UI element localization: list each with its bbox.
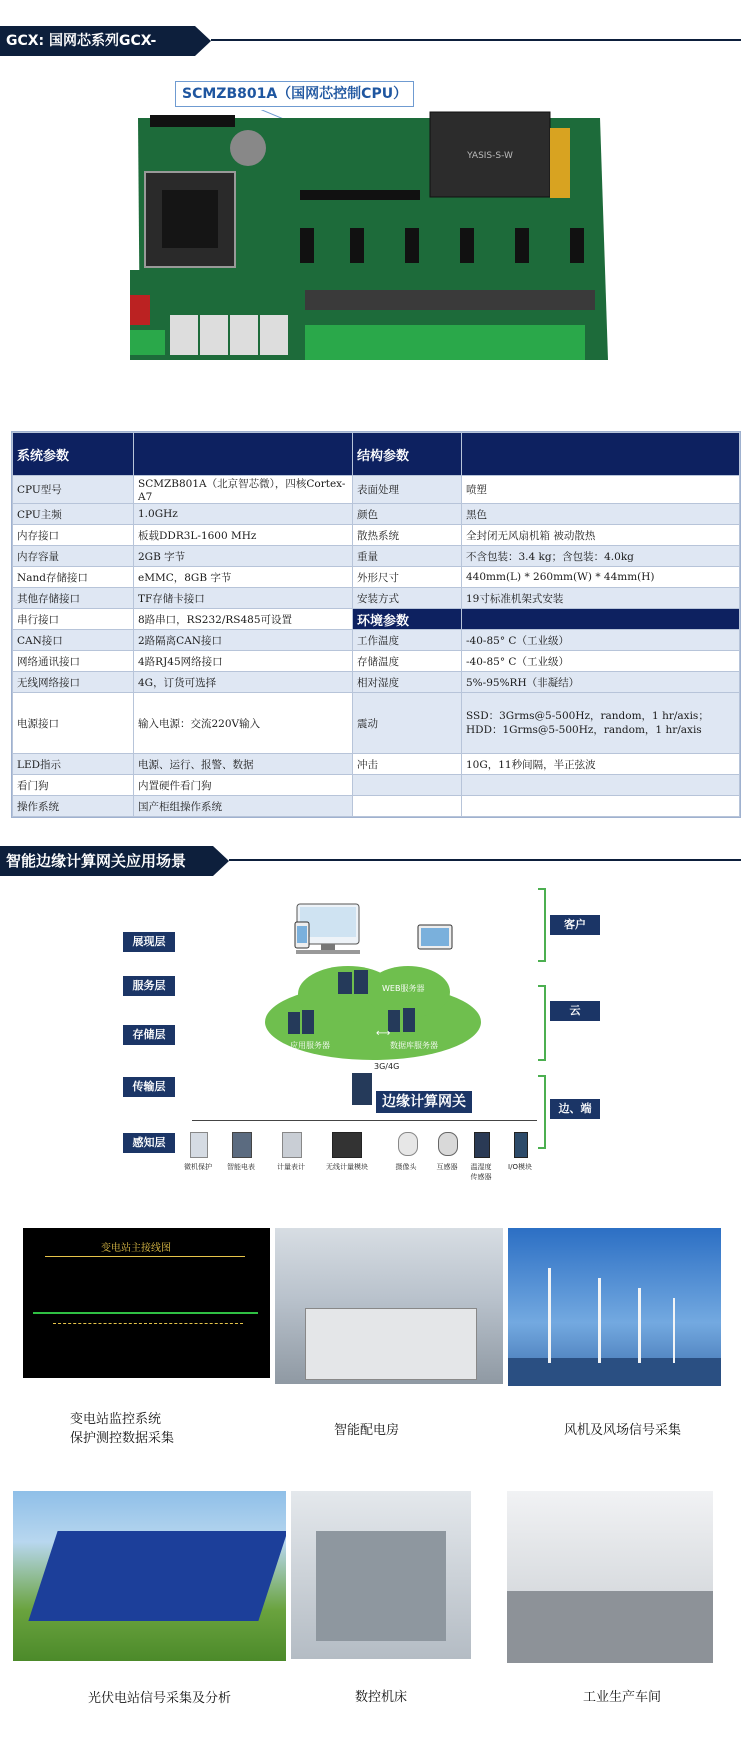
tier-edge: 边、端 — [550, 1099, 600, 1119]
spec-key: 看门狗 — [13, 775, 134, 796]
scenario-banner — [0, 846, 750, 876]
bracket-edge — [538, 1075, 546, 1149]
gateway-label: 边缘计算网关 — [376, 1091, 472, 1113]
client-devices — [290, 900, 470, 960]
spec-value: 4路RJ45网络接口 — [134, 651, 353, 672]
spec-key: CPU型号 — [13, 476, 134, 504]
spec-value: SCMZB801A（北京智芯微），四核Cortex-A7 — [134, 476, 353, 504]
app-server-label: 应用服务器 — [290, 1041, 330, 1050]
device-protection-icon — [190, 1132, 208, 1158]
layer-transport: 传输层 — [123, 1077, 175, 1097]
spec-value: 板载DDR3L-1600 MHz — [134, 525, 353, 546]
tier-cloud: 云 — [550, 1001, 600, 1021]
spec-key: 操作系统 — [13, 796, 134, 817]
spec-key: 外形尺寸 — [353, 567, 462, 588]
photo-solar — [13, 1491, 286, 1661]
spec-value: 5%-95%RH（非凝结） — [462, 672, 740, 693]
device-label: 温湿度 传感器 — [470, 1163, 492, 1181]
humidity-sensor-icon — [474, 1132, 490, 1158]
spec-value: 喷塑 — [462, 476, 740, 504]
device-label: I/O模块 — [508, 1163, 532, 1171]
transformer-icon — [438, 1132, 458, 1156]
spec-value: 内置硬件看门狗 — [134, 775, 353, 796]
spec-key: 内存接口 — [13, 525, 134, 546]
network-label: 3G/4G — [374, 1062, 400, 1071]
db-server-label: 数据库服务器 — [390, 1041, 438, 1050]
photo-substation-monitor — [23, 1228, 270, 1378]
banner-arrow-icon — [213, 846, 229, 876]
spec-value: 1.0GHz — [134, 504, 353, 525]
spec-value: 4G，订货可选择 — [134, 672, 353, 693]
caption-workshop: 工业生产车间 — [583, 1690, 662, 1705]
layer-presentation: 展现层 — [123, 932, 175, 952]
spec-key: 颜色 — [353, 504, 462, 525]
spec-value: 不含包装：3.4 kg；含包装：4.0kg — [462, 546, 740, 567]
spec-value: TF存储卡接口 — [134, 588, 353, 609]
svg-text:⟷: ⟷ — [376, 1028, 391, 1039]
spec-key: 安装方式 — [353, 588, 462, 609]
spec-key: 冲击 — [353, 754, 462, 775]
camera-icon — [398, 1132, 418, 1156]
device-label: 互感器 — [436, 1163, 458, 1171]
pcb-board-image — [130, 110, 640, 400]
spec-value: 输入电源：交流220V输入 — [134, 693, 353, 754]
spec-value: eMMC，8GB 字节 — [134, 567, 353, 588]
sensor-bus — [192, 1120, 537, 1121]
svg-text:YASIS-S-W: YASIS-S-W — [467, 151, 513, 161]
product-banner — [0, 26, 750, 79]
layer-perception: 感知层 — [123, 1133, 175, 1153]
photo-wind-farm — [508, 1228, 721, 1386]
device-wireless-icon — [332, 1132, 362, 1158]
spec-key: 散热系统 — [353, 525, 462, 546]
photo-cnc — [291, 1491, 471, 1659]
spec-key: 震动 — [353, 693, 462, 754]
gateway-device — [352, 1073, 372, 1105]
spec-key: 内存容量 — [13, 546, 134, 567]
photo-power-room — [275, 1228, 503, 1384]
substation-title: 变电站主接线图 — [101, 1243, 171, 1254]
spec-key: 重量 — [353, 546, 462, 567]
spec-key: Nand存储接口 — [13, 567, 134, 588]
caption-substation: 变电站监控系统 保护测控数据采集 — [70, 1412, 175, 1446]
spec-key: CPU主频 — [13, 504, 134, 525]
spec-value: 黑色 — [462, 504, 740, 525]
spec-key: 电源接口 — [13, 693, 134, 754]
spec-value: 2GB 字节 — [134, 546, 353, 567]
tier-client: 客户 — [550, 915, 600, 935]
spec-key: 存储温度 — [353, 651, 462, 672]
spec-key: 表面处理 — [353, 476, 462, 504]
spec-key: LED指示 — [13, 754, 134, 775]
spec-value: 10G，11秒间隔，半正弦波 — [462, 754, 740, 775]
cpu-label: SCMZB801A（国网芯控制CPU） — [175, 81, 414, 107]
caption-cnc: 数控机床 — [355, 1690, 408, 1705]
spec-key: 相对湿度 — [353, 672, 462, 693]
io-module-icon — [514, 1132, 528, 1158]
device-label: 微机保护 — [184, 1163, 212, 1171]
spec-key: CAN接口 — [13, 630, 134, 651]
spec-value: -40-85° C（工业级） — [462, 651, 740, 672]
caption-wind-farm: 风机及风场信号采集 — [564, 1423, 682, 1438]
system-params-header: 系统参数 — [13, 433, 134, 476]
spec-key: 串行接口 — [13, 609, 134, 630]
spec-key: 其他存储接口 — [13, 588, 134, 609]
caption-solar: 光伏电站信号采集及分析 — [88, 1691, 232, 1706]
spec-value: -40-85° C（工业级） — [462, 630, 740, 651]
product-banner-title: GCX: 国网芯系列GCX-M408 — [0, 26, 195, 56]
device-label: 智能电表 — [227, 1163, 255, 1171]
spec-key: 网络通讯接口 — [13, 651, 134, 672]
spec-value: 全封闭无风扇机箱 被动散热 — [462, 525, 740, 546]
banner-line — [211, 39, 741, 41]
spec-value: 国产柜组操作系统 — [134, 796, 353, 817]
spec-table — [12, 432, 740, 817]
scenario-banner-title: 智能边缘计算网关应用场景 — [0, 846, 213, 876]
photo-workshop — [507, 1491, 713, 1663]
web-server-label: WEB服务器 — [382, 984, 425, 993]
layer-storage: 存储层 — [123, 1025, 175, 1045]
caption-power-room: 智能配电房 — [334, 1423, 400, 1438]
env-params-header: 环境参数 — [353, 609, 462, 630]
spec-value: 电源、运行、报警、数据 — [134, 754, 353, 775]
banner-arrow-icon — [195, 26, 211, 56]
device-label: 无线计量模块 — [326, 1163, 368, 1171]
banner-line — [229, 859, 741, 861]
spec-value: SSD：3Grms@5-500Hz，random，1 hr/axis；HDD：1Grms@5-500Hz，random，1 hr/axis — [462, 693, 740, 754]
spec-value: 440mm(L) * 260mm(W) * 44mm(H) — [462, 567, 740, 588]
layer-service: 服务层 — [123, 976, 175, 996]
device-label: 摄像头 — [395, 1163, 417, 1171]
spec-value: 19寸标准机架式安装 — [462, 588, 740, 609]
bracket-client — [538, 888, 546, 962]
spec-value: 8路串口，RS232/RS485可设置 — [134, 609, 353, 630]
spec-key: 工作温度 — [353, 630, 462, 651]
bracket-cloud — [538, 985, 546, 1061]
device-gauge-icon — [282, 1132, 302, 1158]
spec-value: 2路隔离CAN接口 — [134, 630, 353, 651]
structure-params-header: 结构参数 — [353, 433, 462, 476]
spec-key: 无线网络接口 — [13, 672, 134, 693]
device-label: 计量表计 — [277, 1163, 305, 1171]
device-meter-icon — [232, 1132, 252, 1158]
